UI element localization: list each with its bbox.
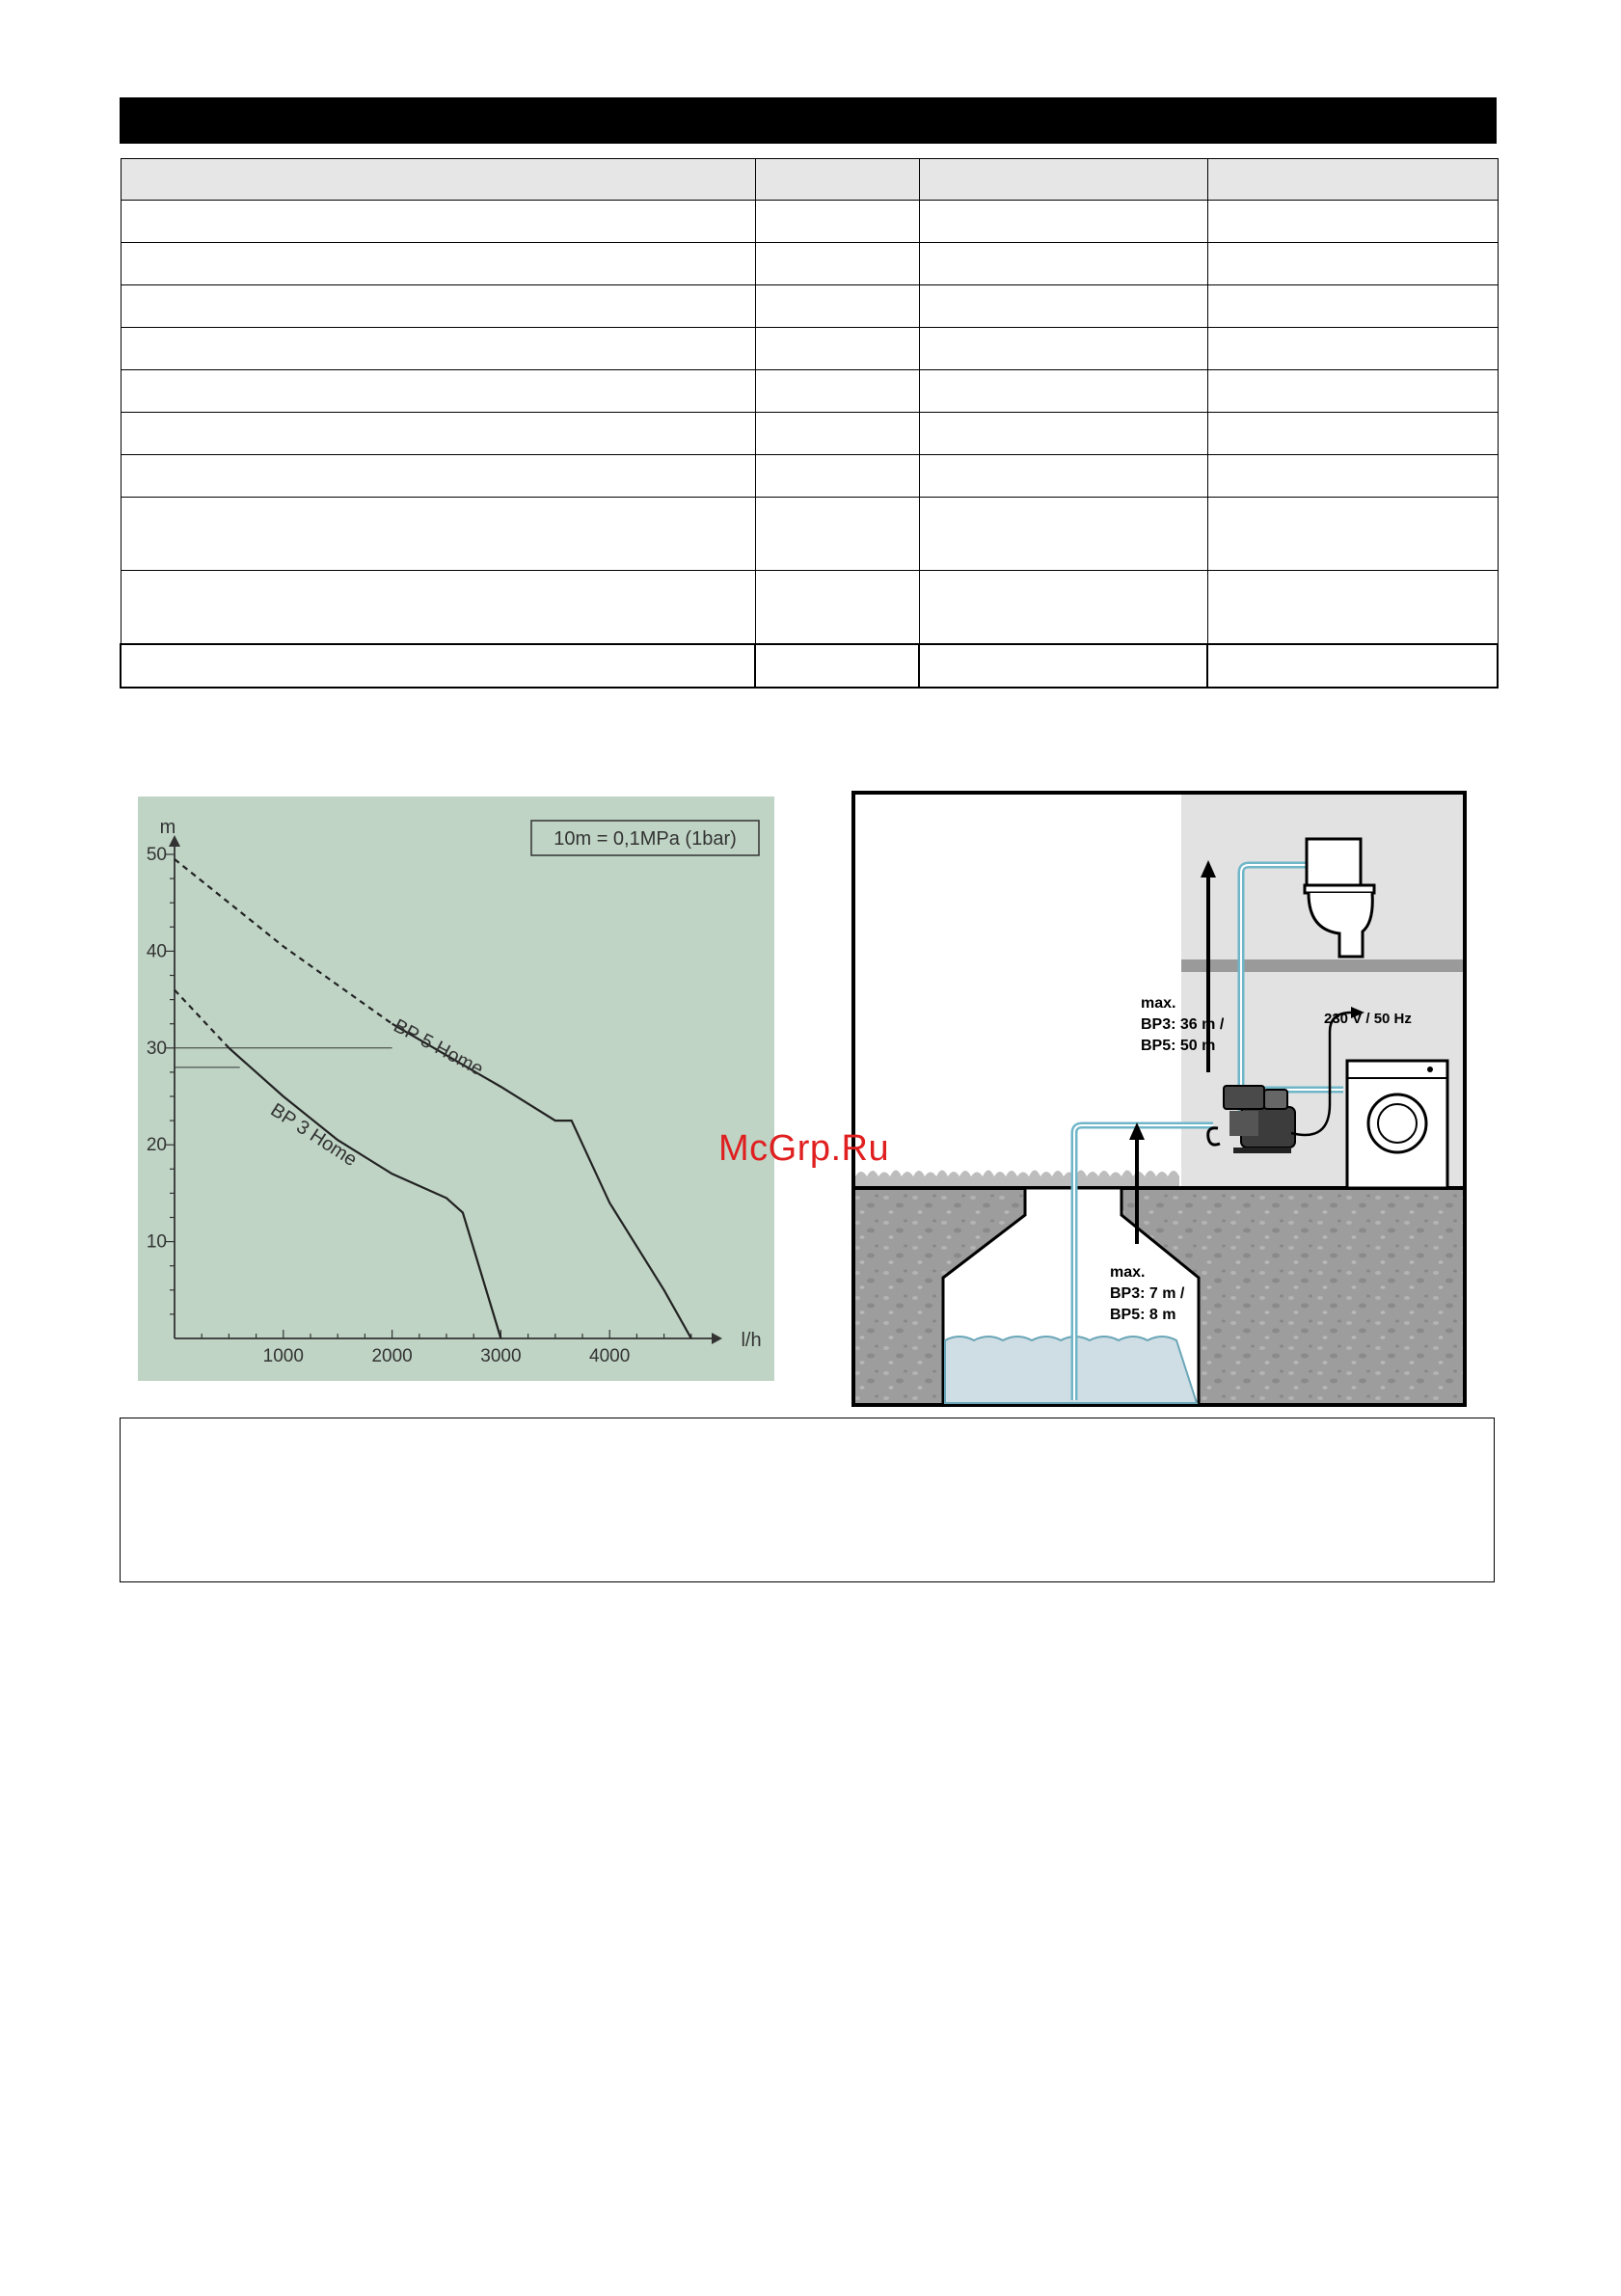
- pump-pressure-switch: [1264, 1090, 1287, 1109]
- pump-performance-chart: [138, 797, 774, 1381]
- pump-base: [1233, 1148, 1291, 1153]
- suction-label-line-2: BP3: 7 m /: [1110, 1285, 1185, 1302]
- x-tick-label: 2000: [371, 1346, 413, 1366]
- series-label: BP 3 Home: [266, 1099, 361, 1172]
- washer-glass: [1378, 1104, 1417, 1143]
- washer-knob: [1427, 1067, 1433, 1072]
- table-row: [121, 328, 1498, 370]
- suction-label-line-1: max.: [1110, 1264, 1146, 1281]
- upper-floor-slab: [1181, 959, 1463, 972]
- table-row: [121, 243, 1498, 285]
- technical-data-table: [120, 158, 1499, 689]
- pump-motor: [1229, 1111, 1258, 1136]
- x-tick-label: 4000: [589, 1346, 631, 1366]
- section-header-bar: [120, 97, 1497, 144]
- y-axis-label: m: [159, 817, 176, 838]
- x-tick-label: 3000: [480, 1346, 522, 1366]
- note-box: [120, 1418, 1495, 1582]
- power-label: 230 V / 50 Hz: [1324, 1011, 1412, 1027]
- toilet-tank: [1307, 839, 1361, 885]
- table-row: [121, 498, 1498, 571]
- installation-diagram-svg: [851, 791, 1467, 1407]
- watermark: McGrp.Ru: [718, 1128, 890, 1169]
- y-tick-label: 50: [146, 845, 167, 865]
- table-row: [121, 571, 1498, 645]
- annotation-text: 10m = 0,1MPa (1bar): [554, 828, 737, 850]
- table-row: [121, 644, 1498, 688]
- installation-diagram: [851, 791, 1467, 1407]
- x-axis-label: l/h: [741, 1330, 762, 1351]
- delivery-label-line-2: BP3: 36 m /: [1141, 1016, 1225, 1033]
- table-row: [121, 370, 1498, 413]
- toilet-seat: [1305, 885, 1374, 893]
- performance-chart-svg: [138, 797, 774, 1381]
- table-row: [121, 285, 1498, 328]
- chart-background: [138, 797, 774, 1381]
- series-label: BP 5 Home: [390, 1014, 487, 1081]
- pump-head: [1224, 1086, 1264, 1109]
- y-tick-label: 40: [146, 941, 167, 962]
- table-row: [121, 201, 1498, 243]
- y-tick-label: 20: [146, 1135, 167, 1156]
- delivery-label-line-1: max.: [1141, 995, 1176, 1012]
- suction-label-line-3: BP5: 8 m: [1110, 1307, 1176, 1323]
- table-row: [121, 455, 1498, 498]
- x-tick-label: 1000: [262, 1346, 304, 1366]
- y-tick-label: 30: [146, 1038, 167, 1059]
- table-header-row: [121, 159, 1498, 201]
- delivery-label-line-3: BP5: 50 m: [1141, 1038, 1216, 1054]
- y-tick-label: 10: [146, 1231, 167, 1253]
- table-row: [121, 413, 1498, 455]
